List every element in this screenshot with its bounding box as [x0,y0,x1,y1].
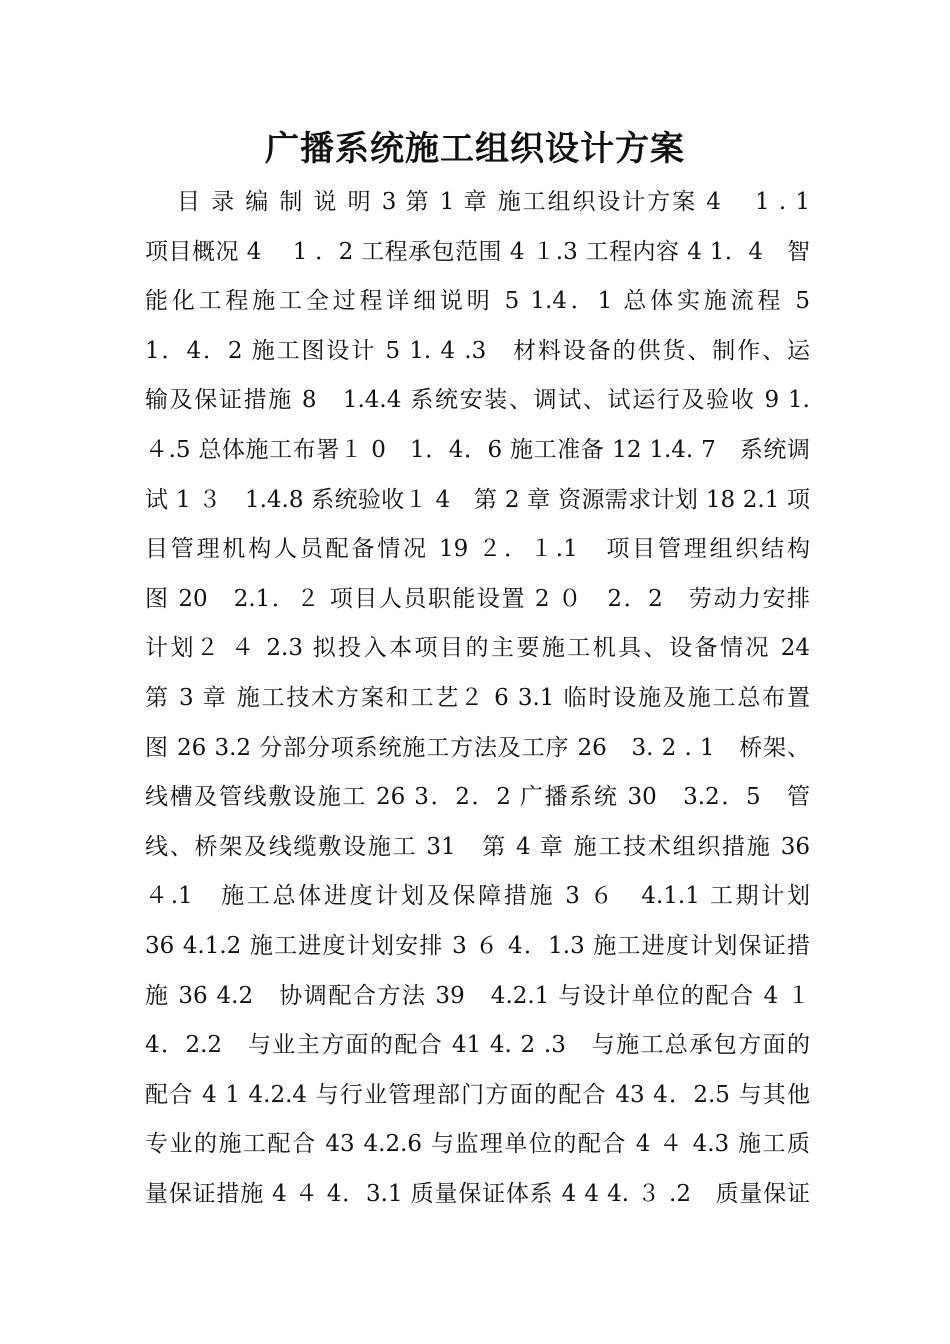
toc-line: 能化工程施工全过程详细说明 5 1.4．1 总体实施流程 5 [145,288,810,315]
toc-line: 第 3 章 施工技术方案和工艺２ 6 3.1 临时设施及施工总布置 [145,684,810,711]
toc-line: 目管理机构人员配备情况 19 ２．１.1 项目管理组织结构 [145,536,810,563]
toc-line: 1．4．2 施工图设计 5 1. 4 .3 材料设备的供货、制作、运 [145,337,810,364]
toc-line: 施 36 4.2 协调配合方法 39 4.2.1 与设计单位的配合 4 １ [145,982,810,1009]
toc-line: 线槽及管线敷设施工 26 3．2．2 广播系统 30 3.2．5 管 [145,784,810,811]
toc-line: 图 26 3.2 分部分项系统施工方法及工序 26 3. 2 . 1 桥架、 [145,734,810,761]
toc-line: ４.5 总体施工布署１ 0 1．4．6 施工准备 12 1.4. 7 系统调 [145,436,810,463]
toc-line: 项目概况 4 1 ．2 工程承包范围 4 １.3 工程内容 4 1．4 智 [145,238,810,265]
table-of-contents-text [145,178,810,1219]
toc-line: 36 4.1.2 施工进度计划安排 3 ６ 4．1.3 施工进度计划保证措 [145,932,810,959]
toc-line: 图 20 2.1．２ 项目人员职能设置 2 ０ 2．2 劳动力安排 [145,585,810,612]
document-title: 广播系统施工组织设计方案 [265,129,685,169]
toc-line: 输及保证措施 8 1.4.4 系统安装、调试、试运行及验收 9 1. [145,387,810,414]
toc-line: ４.1 施工总体进度计划及保障措施 3 ６ 4.1.1 工期计划 [145,883,810,910]
toc-line: 目 录 编 制 说 明 3 第 1 章 施工组织设计方案 4 1 . 1 [177,189,810,215]
toc-line: 试 1 ３ 1.4.8 系统验收１ 4 第 2 章 资源需求计划 18 2.1 项 [145,486,810,513]
toc-line: 专业的施工配合 43 4.2.6 与监理单位的配合 4 ４ 4.3 施工质 [145,1131,810,1158]
toc-line: 4．2.2 与业主方面的配合 41 4. 2 .3 与施工总承包方面的 [145,1032,810,1059]
toc-line: 量保证措施 4 ４ 4．3.1 质量保证体系 4 4 4. ３ .2 质量保证 [145,1180,810,1207]
toc-line: 线、桥架及线缆敷设施工 31 第 4 章 施工技术组织措施 36 [145,833,810,860]
toc-line: 计划２ ４ 2.3 拟投入本项目的主要施工机具、设备情况 24 [145,635,810,662]
toc-line: 配合 4 1 4.2.4 与行业管理部门方面的配合 43 4．2.5 与其他 [145,1081,810,1108]
